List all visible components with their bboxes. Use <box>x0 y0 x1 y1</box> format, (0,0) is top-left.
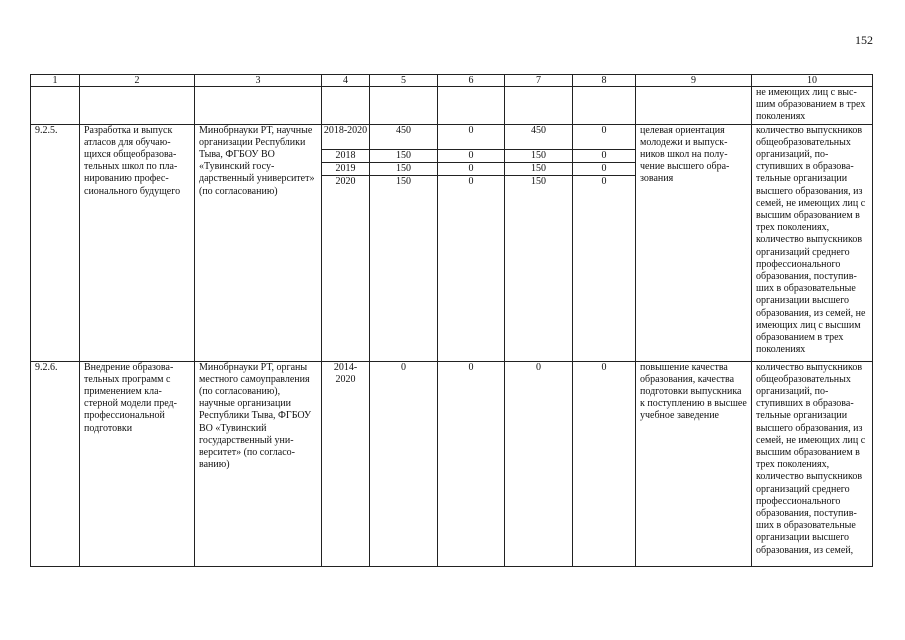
amount-value: 0 <box>601 175 607 187</box>
years-cell: 2014-2020 <box>322 361 370 566</box>
header-cell: 8 <box>573 75 636 87</box>
activity-name: Разработка и выпуск атласов для обучающихся общеобразовательных школ по планированию профессионального будущего <box>80 124 195 361</box>
amount-value: 0 <box>438 150 504 163</box>
header-cell: 3 <box>195 75 322 87</box>
page-number: 152 <box>855 33 873 47</box>
expected-result: целевая ориентация молодежи и выпускников школ на получение высшего образования <box>636 124 752 361</box>
amount-value: 0 <box>573 361 636 566</box>
col7-cell <box>505 124 573 361</box>
amount-value: 0 <box>468 175 474 187</box>
years-cell <box>322 124 370 361</box>
year-value: 2018 <box>322 150 369 163</box>
table-row <box>31 361 873 566</box>
amount-value: 150 <box>505 163 572 176</box>
header-row <box>31 75 873 87</box>
activity-name: Внедрение образовательных программ с применением кластерной модели предпрофессиональной подготовки <box>80 361 195 566</box>
indicator-cell: количество выпускников общеобразовательных организаций, поступивших в образовательные организации высшего образования, из семей, не имеющих лиц с высшим образованием в трех поколениях, количество выпускников организаций среднего профессионального образования, поступивших в образовательные организации высшего образования, из семей, <box>752 361 873 566</box>
amount-value: 150 <box>531 175 546 187</box>
executors: Минобрнауки РТ, научные организации Республики Тыва, ФГБОУ ВО «Тувинский государственный университет» (по согласованию) <box>195 124 322 361</box>
header-cell: 5 <box>370 75 438 87</box>
executors: Минобрнауки РТ, органы местного самоуправления (по согласованию), научные организации Республики Тыва, ФГБОУ ВО «Тувинский государственный университет» (по согласованию) <box>195 361 322 566</box>
item-number: 9.2.5. <box>31 124 80 361</box>
header-cell: 9 <box>636 75 752 87</box>
amount-value: 150 <box>370 150 437 163</box>
amount-value: 150 <box>370 163 437 176</box>
amount-value: 0 <box>370 361 438 566</box>
amount-value: 0 <box>573 150 635 163</box>
header-cell: 2 <box>80 75 195 87</box>
program-table <box>30 74 873 567</box>
amount-value: 450 <box>370 125 437 150</box>
amount-value: 150 <box>505 150 572 163</box>
indicator-cell: не имеющих лиц с высшим образованием в трех поколениях <box>752 87 873 125</box>
col8-cell <box>573 124 636 361</box>
item-number: 9.2.6. <box>31 361 80 566</box>
year-value: 2018-2020 <box>322 125 369 150</box>
amount-value: 0 <box>438 125 504 150</box>
amount-value: 0 <box>438 163 504 176</box>
amount-value: 0 <box>438 361 505 566</box>
amount-value: 450 <box>505 125 572 150</box>
col6-cell <box>438 124 505 361</box>
header-cell: 1 <box>31 75 80 87</box>
year-value: 2019 <box>322 163 369 176</box>
amount-value: 150 <box>396 175 411 187</box>
indicator-cell: количество выпускников общеобразовательных организаций, поступивших в образовательные организации высшего образования, из семей, не имеющих лиц с высшим образованием в трех поколениях, количество выпускников организаций среднего профессионального образования, поступивших в образовательные организации высшего образования, из семей, не имеющих лиц с высшим образованием в трех поколениях <box>752 124 873 361</box>
continuation-row <box>31 87 873 125</box>
amount-value: 0 <box>573 125 635 150</box>
header-cell: 6 <box>438 75 505 87</box>
amount-value: 0 <box>573 163 635 176</box>
year-value: 2020 <box>335 175 356 187</box>
expected-result: повышение качества образования, качества подготовки выпускника к поступлению в высшее учебное заведение <box>636 361 752 566</box>
col5-cell <box>370 124 438 361</box>
header-cell: 10 <box>752 75 873 87</box>
header-cell: 4 <box>322 75 370 87</box>
header-cell: 7 <box>505 75 573 87</box>
amount-value: 0 <box>505 361 573 566</box>
table-row <box>31 124 873 361</box>
